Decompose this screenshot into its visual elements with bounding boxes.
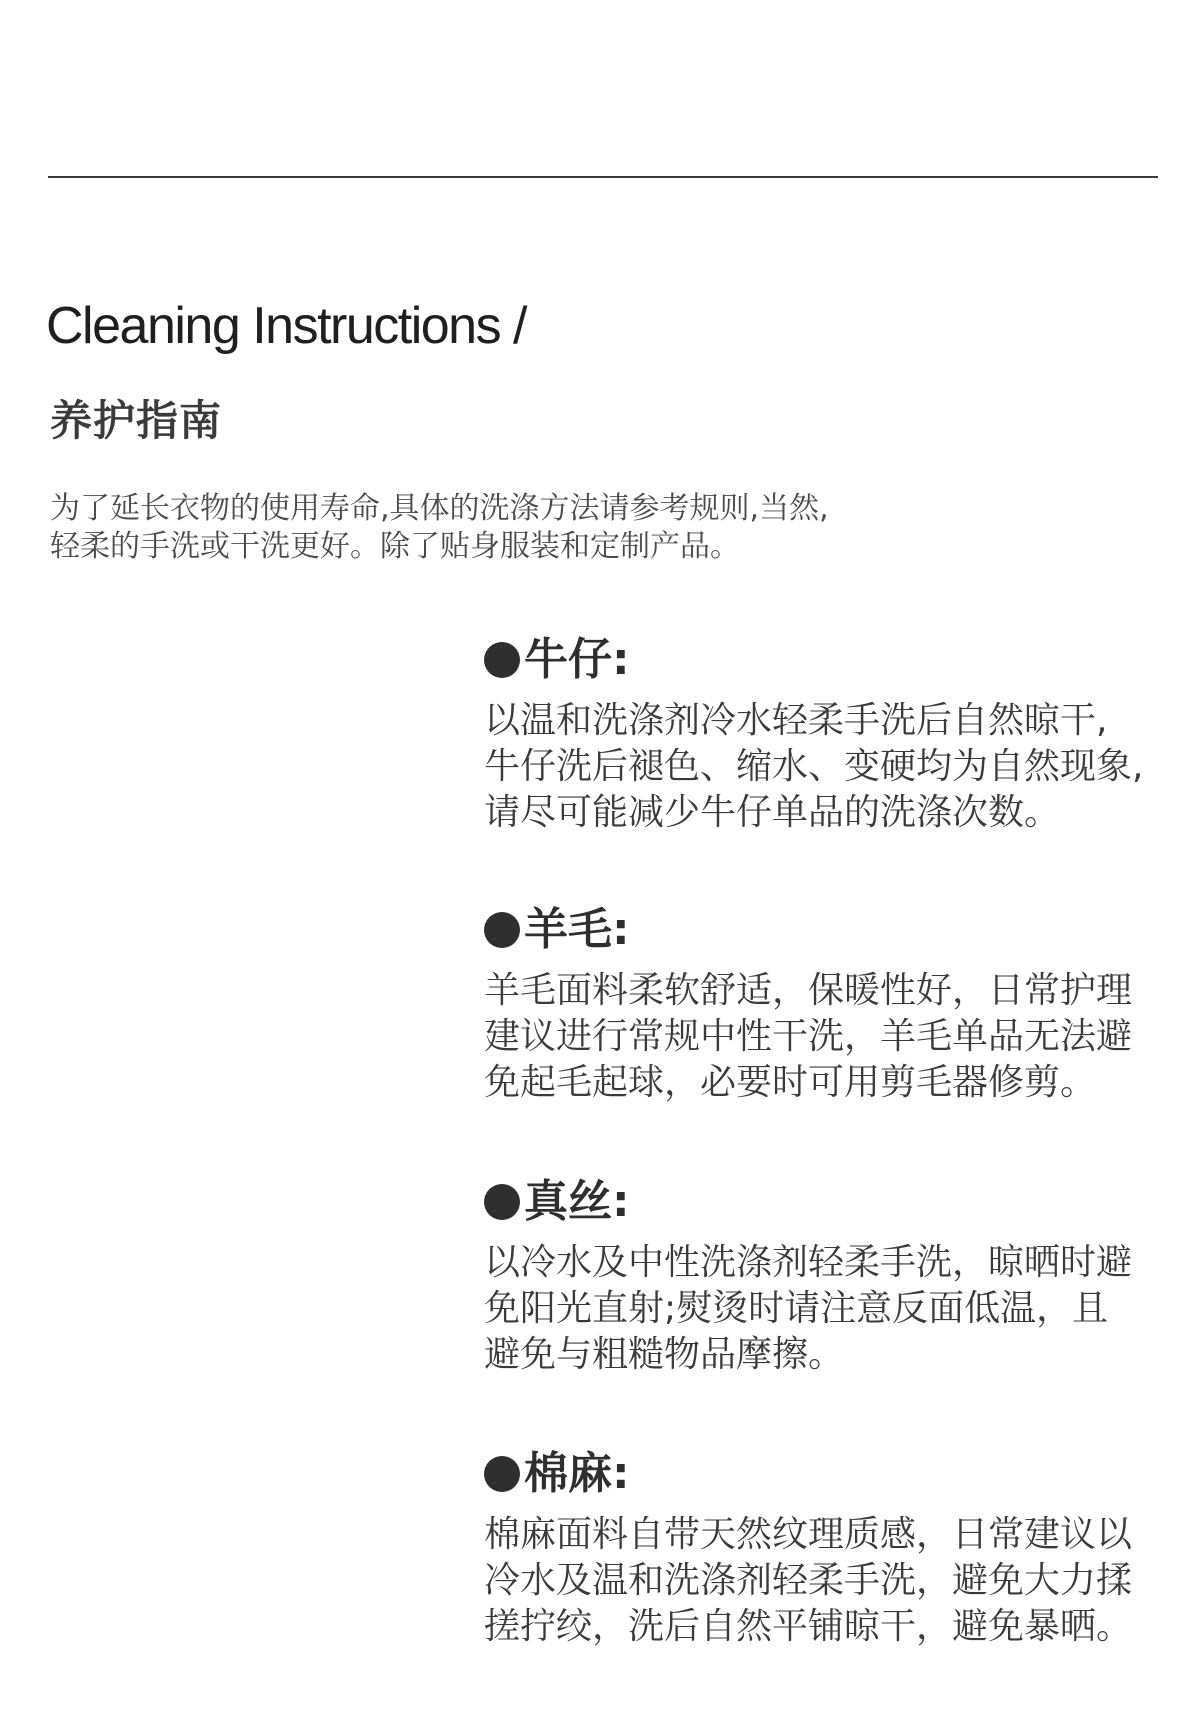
bullet-dot-icon	[484, 1184, 520, 1220]
section-title: 牛仔:	[524, 634, 630, 685]
section-line: 避免与粗糙物品摩擦。	[484, 1334, 845, 1375]
section-line: 请尽可能减少牛仔单品的洗涤次数。	[484, 792, 1061, 833]
section-line: 以冷水及中性洗涤剂轻柔手洗，晾晒时避	[484, 1242, 1133, 1283]
section-denim	[484, 630, 1184, 836]
section-body	[484, 1512, 1184, 1650]
section-body	[484, 968, 1184, 1106]
section-wool	[484, 900, 1184, 1106]
section-heading	[484, 1172, 1184, 1232]
section-title: 真丝:	[524, 1176, 630, 1227]
section-line: 免起毛起球，必要时可用剪毛器修剪。	[484, 1062, 1097, 1103]
bullet-dot-icon	[484, 1456, 520, 1492]
section-silk	[484, 1172, 1184, 1378]
section-heading	[484, 900, 1184, 960]
section-line: 建议进行常规中性干洗，羊毛单品无法避	[484, 1016, 1133, 1057]
section-line: 冷水及温和洗涤剂轻柔手洗，避免大力揉	[484, 1560, 1133, 1601]
section-line: 牛仔洗后褪色、缩水、变硬均为自然现象,	[484, 746, 1144, 787]
section-title: 棉麻:	[524, 1448, 630, 1499]
section-line: 搓拧绞，洗后自然平铺晾干，避免暴晒。	[484, 1606, 1133, 1647]
section-cotton-linen	[484, 1444, 1184, 1650]
bullet-dot-icon	[484, 912, 520, 948]
section-line: 棉麻面料自带天然纹理质感，日常建议以	[484, 1514, 1133, 1555]
bullet-dot-icon	[484, 642, 520, 678]
intro-line: 为了延长衣物的使用寿命,具体的洗涤方法请参考规则,当然,	[50, 491, 829, 526]
page-title-en: Cleaning Instructions /	[46, 297, 526, 355]
section-heading	[484, 1444, 1184, 1504]
section-line: 以温和洗涤剂冷水轻柔手洗后自然晾干,	[484, 700, 1108, 741]
intro-paragraph	[50, 490, 950, 566]
section-heading	[484, 630, 1184, 690]
intro-line: 轻柔的手洗或干洗更好。除了贴身服装和定制产品。	[50, 529, 740, 564]
section-line: 免阳光直射;熨烫时请注意反面低温，且	[484, 1288, 1109, 1329]
top-divider	[48, 176, 1158, 178]
section-title: 羊毛:	[524, 904, 630, 955]
section-body	[484, 1240, 1184, 1378]
section-line: 羊毛面料柔软舒适，保暖性好，日常护理	[484, 970, 1133, 1011]
page-title-cn: 养护指南	[50, 396, 223, 445]
section-body	[484, 698, 1184, 836]
